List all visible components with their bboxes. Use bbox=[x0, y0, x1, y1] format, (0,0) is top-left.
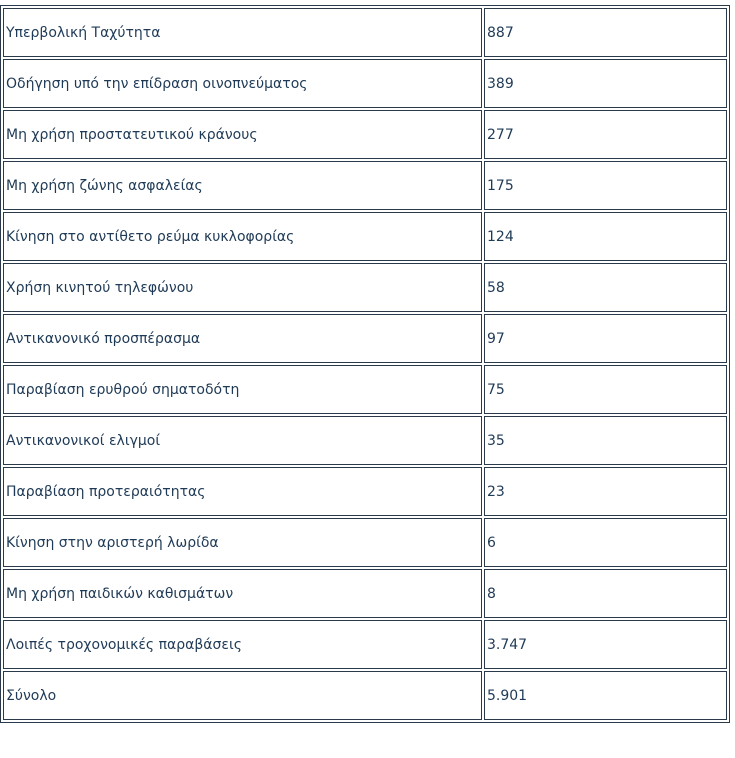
violation-count-cell: 35 bbox=[484, 416, 727, 465]
table-row bbox=[3, 110, 727, 159]
table-row bbox=[3, 161, 727, 210]
violation-count-cell: 887 bbox=[484, 8, 727, 57]
table-row bbox=[3, 569, 727, 618]
table-row bbox=[3, 467, 727, 516]
violation-label-cell: Κίνηση στο αντίθετο ρεύμα κυκλοφορίας bbox=[3, 212, 482, 261]
table-row bbox=[3, 671, 727, 720]
violation-count-cell: 6 bbox=[484, 518, 727, 567]
violation-count-cell: 124 bbox=[484, 212, 727, 261]
violation-label-cell: Παραβίαση προτεραιότητας bbox=[3, 467, 482, 516]
violation-label-cell: Μη χρήση προστατευτικού κράνους bbox=[3, 110, 482, 159]
violation-label-cell: Παραβίαση ερυθρού σηματοδότη bbox=[3, 365, 482, 414]
violation-count-cell: 277 bbox=[484, 110, 727, 159]
violation-label-cell: Σύνολο bbox=[3, 671, 482, 720]
table-row bbox=[3, 263, 727, 312]
table-row bbox=[3, 518, 727, 567]
table-row bbox=[3, 59, 727, 108]
violation-label-cell: Λοιπές τροχονομικές παραβάσεις bbox=[3, 620, 482, 669]
violation-count-cell: 5.901 bbox=[484, 671, 727, 720]
violation-label-cell: Αντικανονικοί ελιγμοί bbox=[3, 416, 482, 465]
violation-label-cell: Οδήγηση υπό την επίδραση οινοπνεύματος bbox=[3, 59, 482, 108]
violation-count-cell: 58 bbox=[484, 263, 727, 312]
violation-count-cell: 23 bbox=[484, 467, 727, 516]
violation-label-cell: Μη χρήση παιδικών καθισμάτων bbox=[3, 569, 482, 618]
violation-count-cell: 175 bbox=[484, 161, 727, 210]
table-row bbox=[3, 416, 727, 465]
table-body bbox=[3, 8, 727, 720]
violation-count-cell: 389 bbox=[484, 59, 727, 108]
table-row bbox=[3, 8, 727, 57]
violations-table bbox=[0, 5, 730, 723]
table-row bbox=[3, 365, 727, 414]
table-row bbox=[3, 620, 727, 669]
violation-label-cell: Υπερβολική Ταχύτητα bbox=[3, 8, 482, 57]
violations-table-wrapper bbox=[0, 5, 730, 723]
violation-count-cell: 97 bbox=[484, 314, 727, 363]
violation-label-cell: Αντικανονικό προσπέρασμα bbox=[3, 314, 482, 363]
violation-count-cell: 75 bbox=[484, 365, 727, 414]
violation-label-cell: Χρήση κινητού τηλεφώνου bbox=[3, 263, 482, 312]
table-row bbox=[3, 212, 727, 261]
violation-count-cell: 3.747 bbox=[484, 620, 727, 669]
violation-count-cell: 8 bbox=[484, 569, 727, 618]
violation-label-cell: Μη χρήση ζώνης ασφαλείας bbox=[3, 161, 482, 210]
violation-label-cell: Κίνηση στην αριστερή λωρίδα bbox=[3, 518, 482, 567]
table-row bbox=[3, 314, 727, 363]
